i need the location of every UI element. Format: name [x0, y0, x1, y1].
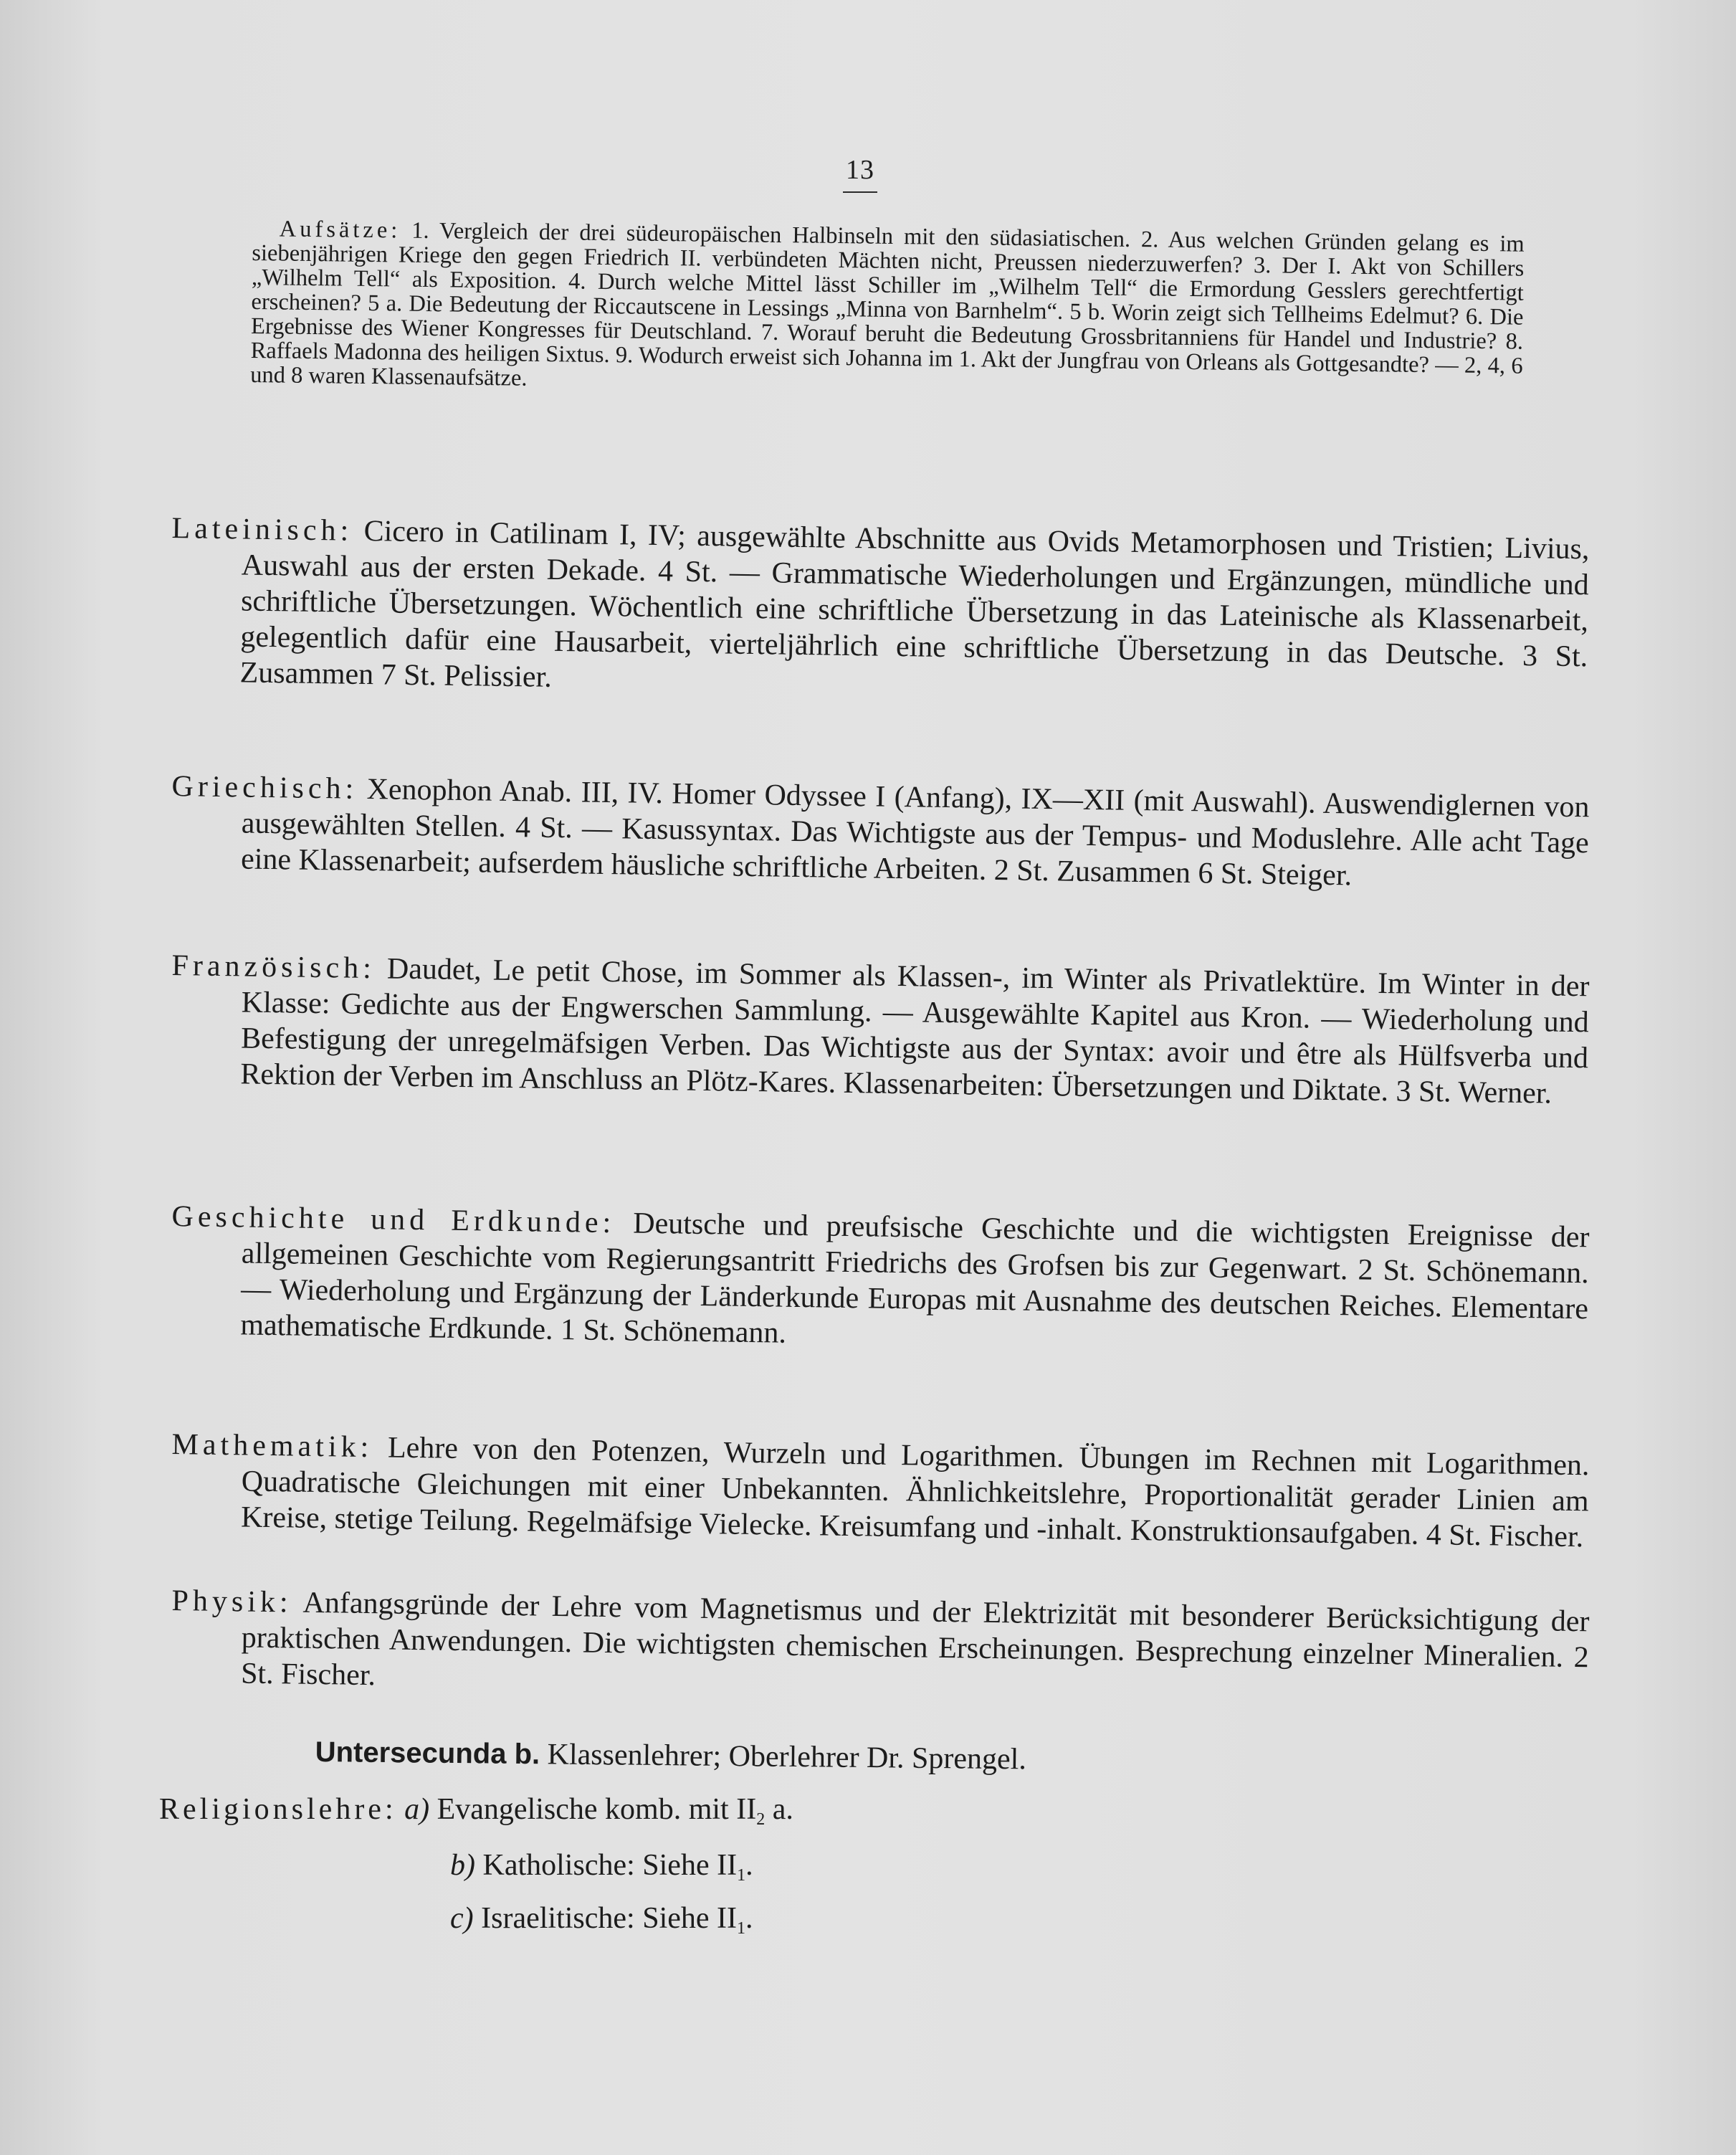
aufsaetze-label: Aufsätze: [279, 216, 401, 244]
section-label-lateinisch: Lateinisch: [171, 511, 353, 548]
aufsaetze-text: 1. Vergleich der drei südeuropäischen Halbinseln mit den südasiatischen. 2. Aus welchen Gründen gelang es im siebenjährigen Kriege den gegen Friedrich II. verbündeten Mächten nicht, Preussen niederzuwerfen? 3. Der I. Akt von Schillers „Wilhelm Tell“ als Exposition. 4. Durch welche Mittel lässt Schiller im „Wilhelm Tell“ die Ermordung Gesslers gerechtfertigt erscheinen? 5 a. Die Bedeutung der Riccautscene in Lessings „Minna von Barnhelm“. 5 b. Worin zeigt sich Tellheims Edelmut? 6. Die Ergebnisse des Wiener Kongresses für Deutschland. 7. Worauf beruht die Bedeutung Grossbritanniens für Handel und Industrie? 8. Raffaels Madonna des heiligen Sixtus. 9. Wodurch erweist sich Johanna im 1. Akt der Jungfrau von Orleans als Gottgesandte? — 2, 4, 6 und 8 waren Klassenaufsätze. [250, 217, 1525, 391]
religion-b-text: Katholische: Siehe II [482, 1849, 738, 1882]
religion-label: Religionslehre: [159, 1793, 397, 1826]
section-text-geschichte-erdkunde: Deutsche und preufsische Geschichte und die wichtigsten Ereignisse der allgemeinen Geschichte vom Regierungsantritt Friedrichs des Grofsen bis zur Gegenwart. 2 St. Schönemann. — Wiederholung und Ergänzung der Länderkunde Europas mit Ausnahme des deutschen Reiches. Elementare mathematische Erdkunde. 1 St. Schönemann. [240, 1207, 1590, 1350]
page-number: 13 [846, 155, 874, 185]
section-franzoesisch [170, 948, 1590, 1112]
section-text-physik: Anfangsgründe der Lehre vom Magnetismus und der Elektrizität mit besonderer Berücksichtigung der praktischen Anwendungen. Die wichtigsten chemischen Erscheinungen. Besprechung einzelner Mineralien. 2 St. Fischer. [240, 1586, 1590, 1693]
religion-c-text: Israelitische: Siehe II [481, 1902, 737, 1935]
section-label-geschichte-erdkunde: Geschichte und Erdkunde: [171, 1199, 616, 1240]
section-griechisch [171, 769, 1590, 897]
section-label-mathematik: Mathematik: [171, 1427, 373, 1465]
religion-b-tail: . [745, 1849, 753, 1882]
religion-line-a [159, 1792, 793, 1830]
section-text-franzoesisch: Daudet, Le petit Chose, im Sommer als Klassen-, im Winter als Privatlektüre. Im Winter in der Klasse: Gedichte aus der Engwerschen Sammlung. — Ausgewählte Kapitel aus Kron. — Wiederholung und Befestigung der unregelmäfsigen Verben. Das Wichtigste aus der Syntax: avoir und être als Hülfsverba und Rektion der Verben im Anschluss an Plötz-Kares. Klassenarbeiten: Übersetzungen und Diktate. 3 St. Werner. [240, 952, 1590, 1110]
section-text-griechisch: Xenophon Anab. III, IV. Homer Odyssee I (Anfang), IX—XII (mit Auswahl). Auswendiglernen von ausgewählten Stellen. 4 St. — Kasussyntax. Das Wichtigste aus der Tempus- und Moduslehre. Alle acht Tage eine Klassenarbeit; aufserdem häusliche schriftliche Arbeiten. 2 St. Zusammen 6 St. Steiger. [240, 773, 1590, 893]
religion-a-marker: a) [404, 1793, 430, 1826]
religion-b-marker: b) [450, 1849, 475, 1882]
religion-line-b [450, 1848, 753, 1885]
religion-c-tail: . [745, 1902, 753, 1935]
religion-a-sub: 2 [756, 1810, 766, 1829]
section-text-mathematik: Lehre von den Potenzen, Wurzeln und Logarithmen. Übungen im Rechnen mit Logarithmen. Quadratische Gleichungen mit einer Unbekannten. Ähnlichkeitslehre, Proportionalität gerader Linien am Kreise, stetige Teilung. Regelmäfsige Vielecke. Kreisumfang und -inhalt. Konstruktionsaufgaben. 4 St. Fischer. [240, 1431, 1590, 1554]
religion-c-sub: 1 [737, 1919, 745, 1938]
untersecunda-heading [315, 1735, 1026, 1776]
section-label-griechisch: Griechisch: [171, 769, 358, 806]
section-label-franzoesisch: Französisch: [171, 948, 376, 986]
section-lateinisch [169, 510, 1589, 710]
section-label-physik: Physik: [171, 1584, 292, 1619]
untersecunda-title: Untersecunda b. [315, 1736, 540, 1771]
religion-line-c [450, 1901, 753, 1938]
untersecunda-text: Klassenlehrer; Oberlehrer Dr. Sprengel. [547, 1738, 1027, 1776]
religion-a-tail: a. [772, 1793, 793, 1826]
section-geschichte-erdkunde [170, 1199, 1590, 1363]
religion-b-sub: 1 [737, 1866, 746, 1885]
section-mathematik [171, 1427, 1590, 1555]
religion-c-marker: c) [450, 1902, 474, 1935]
aufsaetze-paragraph [250, 217, 1525, 403]
section-text-lateinisch: Cicero in Catilinam I, IV; ausgewählte Abschnitte aus Ovids Metamorphosen und Tristien; Livius, Auswahl aus der ersten Dekade. 4 St. — Grammatische Wiederholungen und Ergänzungen, mündliche und schriftliche Übersetzungen. Wöchentlich eine schriftliche Übersetzung in das Lateinische als Klassenarbeit, gelegentlich dafür eine Hausarbeit, vierteljährlich eine schriftliche Übersetzung in das Deutsche. 3 St. Zusammen 7 St. Pelissier. [239, 514, 1590, 694]
section-physik [171, 1583, 1590, 1711]
religion-a-text: Evangelische komb. mit II [437, 1793, 757, 1826]
